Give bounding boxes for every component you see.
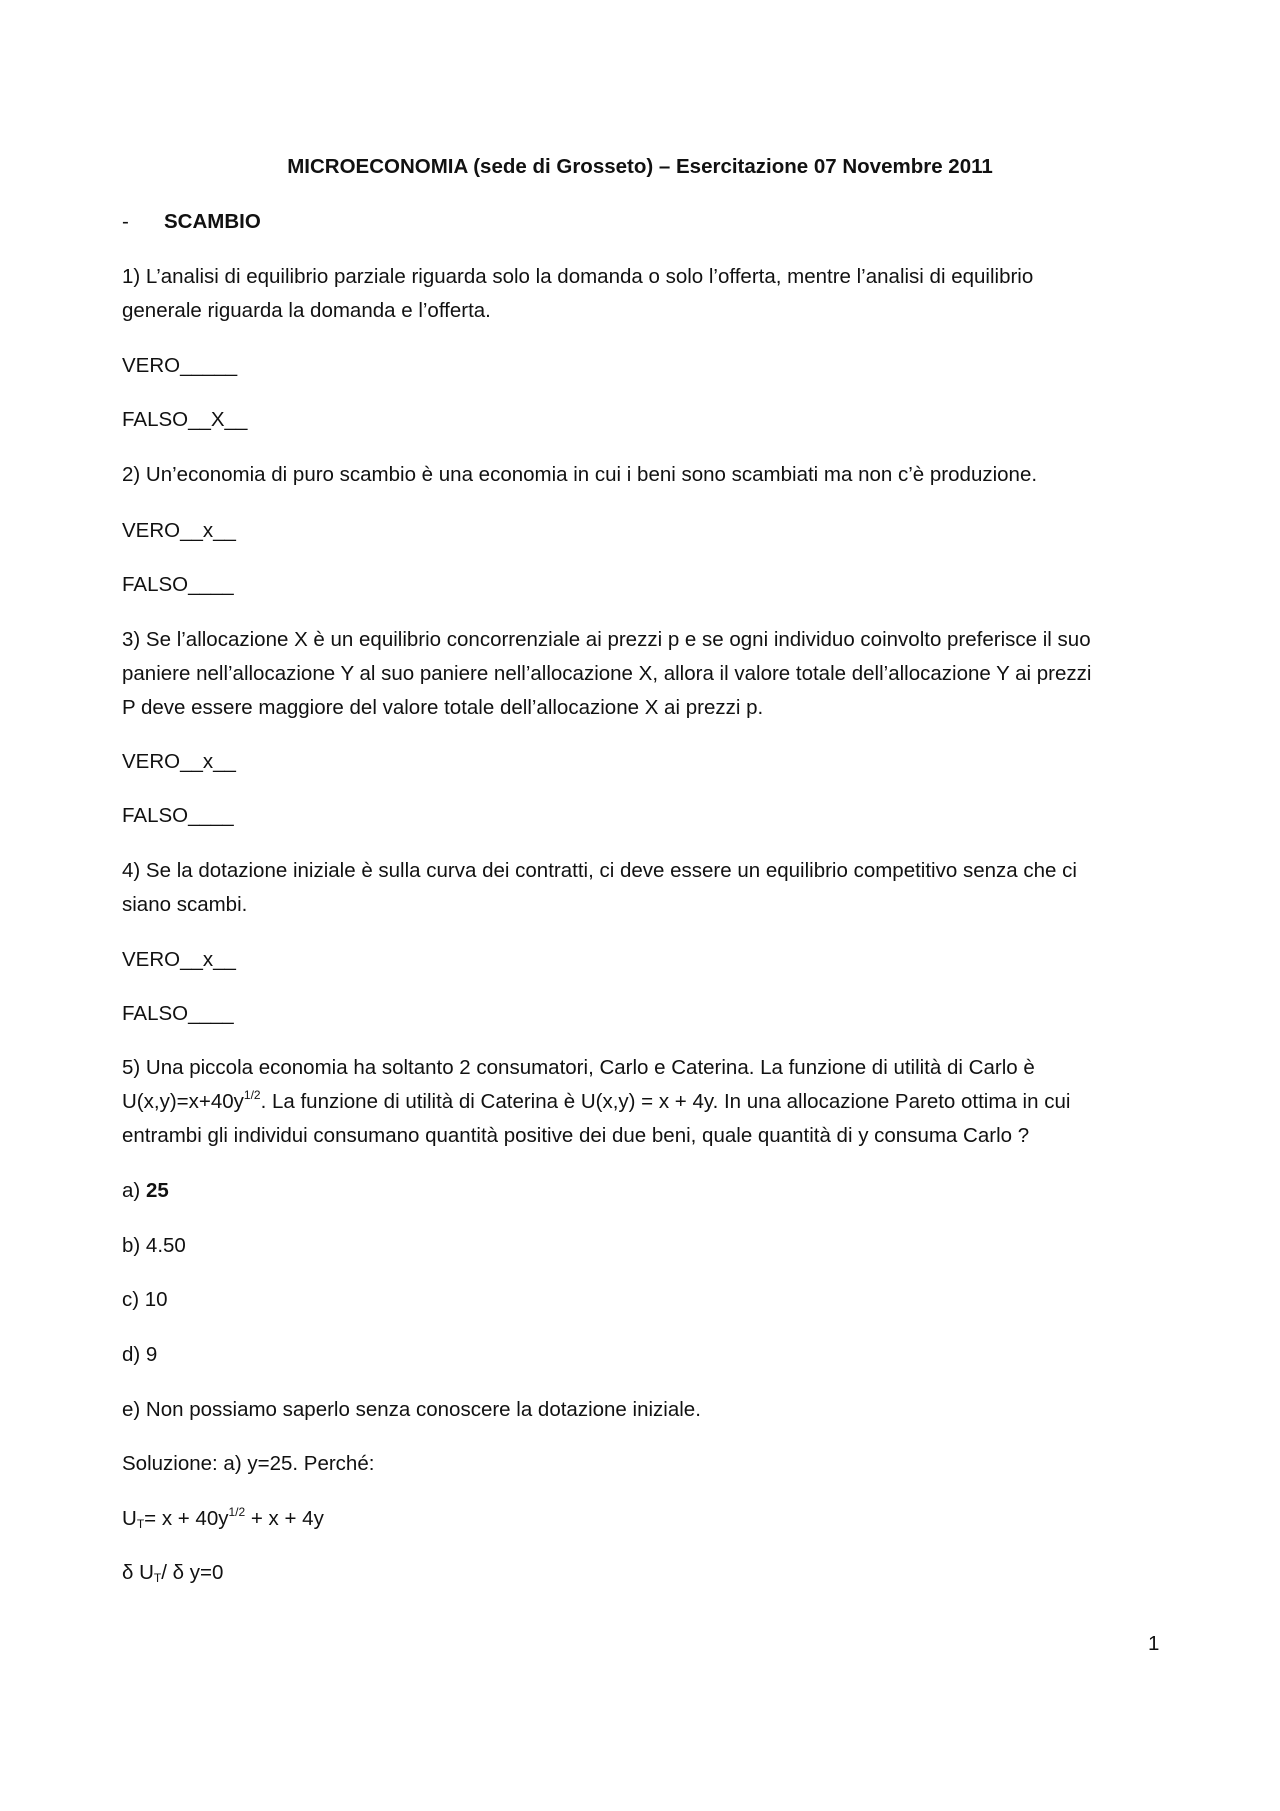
q5-equation-1 (122, 1502, 1150, 1536)
q2-vero: VERO__x__ (122, 519, 236, 542)
section-dash: - (122, 210, 129, 233)
q4-vero: VERO__x__ (122, 948, 236, 971)
q4-text-line-2: siano scambi. (122, 893, 248, 916)
eq1-u: U (122, 1507, 137, 1530)
q3-text-line-2: paniere nell’allocazione Y al suo paniere nell’allocazione X, allora il valore totale dell’allocazione Y ai prezzi (122, 662, 1092, 685)
q5-utility-carlo: U(x,y)=x+40y (122, 1090, 244, 1113)
q2-falso: FALSO____ (122, 573, 234, 596)
q5-exponent: 1/2 (243, 1088, 261, 1102)
q5-solution: Soluzione: a) y=25. Perché: (122, 1452, 375, 1475)
eq1-b: + x + 4y (245, 1507, 324, 1530)
q5-option-d: d) 9 (122, 1343, 158, 1366)
q5-option-a (122, 1174, 1150, 1208)
q1-vero: VERO_____ (122, 354, 238, 377)
page-title: MICROECONOMIA (sede di Grosseto) – Esercitazione 07 Novembre 2011 (287, 155, 993, 178)
q3-text-line-1: 3) Se l’allocazione X è un equilibrio concorrenziale ai prezzi p e se ogni individuo coinvolto preferisce il suo (122, 628, 1091, 651)
q1-falso: FALSO__X__ (122, 408, 248, 431)
q2-text-line-1: 2) Un’economia di puro scambio è una economia in cui i beni sono scambiati ma non c’è produzione. (122, 463, 1038, 486)
q5-text-line-3: entrambi gli individui consumano quantità positive dei due beni, quale quantità di y consuma Carlo ? (122, 1124, 1030, 1147)
q1-text-line-2: generale riguarda la domanda e l’offerta. (122, 299, 491, 322)
q5-text-line-2 (122, 1085, 1150, 1119)
section-heading (122, 210, 261, 234)
q5-option-e: e) Non possiamo saperlo senza conoscere la dotazione iniziale. (122, 1398, 701, 1421)
eq2-b: / δ y=0 (161, 1561, 224, 1584)
q3-vero: VERO__x__ (122, 750, 236, 773)
q4-text-line-1: 4) Se la dotazione iniziale è sulla curva dei contratti, ci deve essere un equilibrio competitivo senza che ci (122, 859, 1077, 882)
q5-option-a-prefix: a) (122, 1179, 146, 1202)
q3-falso: FALSO____ (122, 804, 234, 827)
q5-text-line-2-rest: . La funzione di utilità di Caterina è U(x,y) = x + 4y. In una allocazione Pareto ottima in cui (260, 1090, 1071, 1113)
page-number: 1 (1148, 1632, 1160, 1655)
q5-option-a-value: 25 (145, 1179, 169, 1202)
eq2-sub: T (153, 1571, 162, 1585)
q3-text-line-3: P deve essere maggiore del valore totale dell’allocazione X ai prezzi p. (122, 696, 764, 719)
q5-equation-2 (122, 1556, 1150, 1590)
eq1-a: = x + 40y (144, 1507, 229, 1530)
q5-text-line-1: 5) Una piccola economia ha soltanto 2 consumatori, Carlo e Caterina. La funzione di utilità di Carlo è (122, 1056, 1035, 1079)
q5-option-b: b) 4.50 (122, 1234, 186, 1257)
eq1-sup: 1/2 (228, 1505, 246, 1519)
section-label: SCAMBIO (164, 210, 261, 233)
q4-falso: FALSO____ (122, 1002, 234, 1025)
q5-option-c: c) 10 (122, 1288, 168, 1311)
q1-text-line-1: 1) L’analisi di equilibrio parziale riguarda solo la domanda o solo l’offerta, mentre l’analisi di equilibrio (122, 265, 1034, 288)
eq2-a: δ U (122, 1561, 154, 1584)
eq1-sub: T (136, 1517, 145, 1531)
